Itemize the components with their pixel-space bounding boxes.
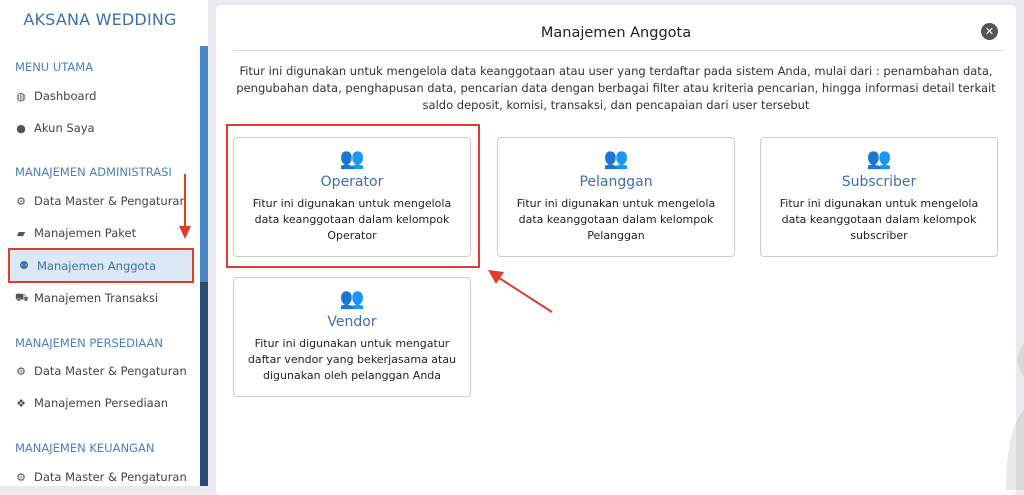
sidebar-scrollbar[interactable]	[200, 46, 208, 486]
card-title: Vendor	[327, 314, 377, 330]
book-icon: ▰	[16, 226, 26, 240]
gears-icon: ⚙	[16, 470, 26, 484]
close-icon[interactable]: ✕	[981, 23, 998, 40]
sidebar-item-data-master-keuangan[interactable]: ⚙ Data Master & Pengaturan	[16, 470, 187, 484]
card-pelanggan[interactable]	[497, 137, 735, 257]
sidebar-item-manajemen-transaksi[interactable]: ⛟ Manajemen Transaksi	[15, 290, 159, 305]
globe-icon: ◍	[16, 89, 26, 103]
users-icon: 👥	[866, 146, 892, 170]
section-manajemen-persediaan: MANAJEMEN PERSEDIAAN	[15, 336, 164, 350]
modal-title: Manajemen Anggota	[540, 25, 692, 41]
card-text: Fitur ini digunakan untuk mengelola data keanggotaan dalam kelompok Operator	[252, 197, 452, 242]
users-icon: 👥	[603, 146, 629, 170]
annotation-arrow-down	[178, 174, 192, 240]
sidebar	[0, 0, 208, 486]
sidebar-item-manajemen-persediaan[interactable]: ❖ Manajemen Persediaan	[16, 396, 169, 410]
users-icon: 👥	[339, 286, 365, 310]
card-vendor[interactable]	[233, 277, 471, 397]
users-icon: 👥	[339, 146, 365, 170]
divider	[233, 50, 1004, 51]
card-subscriber[interactable]	[760, 137, 998, 257]
card-text: Fitur ini digunakan untuk mengelola data keanggotaan dalam kelompok subscriber	[779, 197, 979, 242]
section-menu-utama: MENU UTAMA	[15, 60, 94, 74]
gears-icon: ⚙	[16, 364, 26, 378]
user-icon: ●	[16, 121, 26, 135]
cubes-icon: ❖	[16, 396, 26, 410]
scrollbar-thumb[interactable]	[200, 46, 208, 282]
card-title: Subscriber	[841, 174, 917, 190]
card-title: Operator	[320, 174, 384, 190]
sidebar-item-data-master-admin[interactable]: ⚙ Data Master & Pengaturan	[16, 194, 187, 208]
card-text: Fitur ini digunakan untuk mengelola data keanggotaan dalam kelompok Pelanggan	[516, 197, 716, 242]
sidebar-item-manajemen-paket[interactable]: ▰ Manajemen Paket	[16, 226, 137, 240]
sidebar-item-dashboard[interactable]: ◍ Dashboard	[16, 89, 97, 103]
users-watermark-icon	[1006, 290, 1024, 490]
annotation-arrow-diagonal	[486, 268, 556, 316]
sidebar-item-manajemen-anggota[interactable]: ⚉ Manajemen Anggota	[8, 248, 194, 283]
card-text: Fitur ini digunakan untuk mengatur daftar vendor yang bekerjasama atau digunakan oleh pelanggan Anda	[247, 337, 457, 382]
card-title: Pelanggan	[579, 174, 653, 190]
modal-description: Fitur ini digunakan untuk mengelola data keanggotaan atau user yang terdaftar pada sistem Anda, mulai dari : penambahan data, pengubahan data, penghapusan data, pencarian data dengan berbagai filter atau kriteria pencarian, hingga informasi detail terkait saldo deposit, komisi, transaksi, dan pencapaian dari user tersebut	[236, 64, 996, 112]
card-operator[interactable]	[233, 137, 471, 257]
section-manajemen-keuangan: MANAJEMEN KEUANGAN	[15, 441, 155, 455]
users-icon: ⚉	[19, 259, 29, 272]
sidebar-item-akun-saya[interactable]: ● Akun Saya	[16, 121, 95, 135]
brand-title: AKSANA WEDDING	[23, 10, 177, 29]
gears-icon: ⚙	[16, 194, 26, 208]
sidebar-item-data-master-persediaan[interactable]: ⚙ Data Master & Pengaturan	[16, 364, 187, 378]
cart-icon: ⛟	[15, 290, 29, 304]
section-manajemen-administrasi: MANAJEMEN ADMINISTRASI	[15, 165, 172, 179]
